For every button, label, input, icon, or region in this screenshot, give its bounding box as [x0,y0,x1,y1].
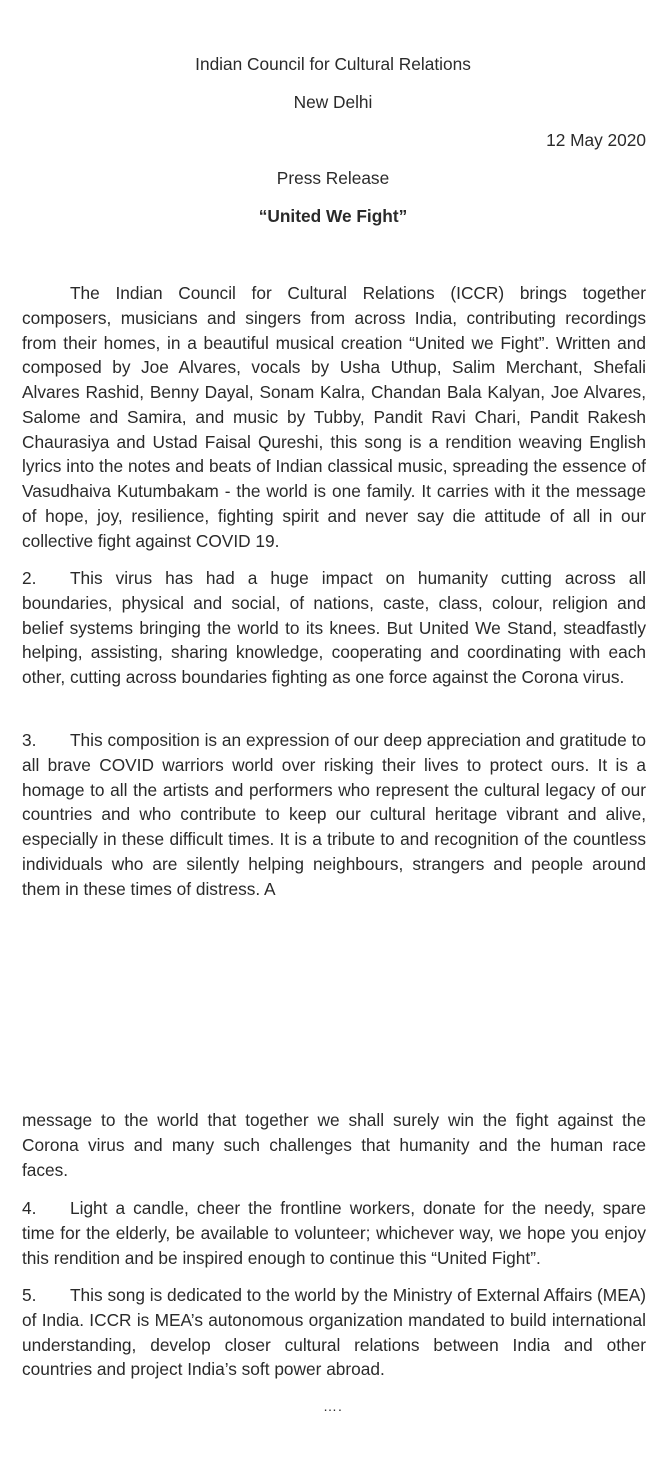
paragraph-4-text: Light a candle, cheer the frontline workers, donate for the needy, spare time for the elderly, be available to volunteer; whichever way, we hope you enjoy this rendition and be inspired enough to continue this “United Fight”. [22,1198,646,1268]
document-type: Press Release [276,168,390,188]
paragraph-2-text: This virus has had a huge impact on humanity cutting across all boundaries, physical and social, of nations, caste, class, colour, religion and belief systems bringing the world to its knees. But United We Stand, steadfastly helping, assisting, sharing knowledge, cooperating and coordinating with each other, cutting across boundaries fighting as one force against the Corona virus. [22,568,646,687]
intro-paragraph: The Indian Council for Cultural Relations (ICCR) brings together composers, musicians and singers from across India, contributing recordings from their homes, in a beautiful musical creation “United we Fight”. Written and composed by Joe Alvares, vocals by Usha Uthup, Salim Merchant, Shefali Alvares Rashid, Benny Dayal, Sonam Kalra, Chandan Bala Kalyan, Joe Alvares, Salome and Samira, and music by Tubby, Pandit Ravi Chari, Pandit Rakesh Chaurasiya and Ustad Faisal Qureshi, this song is a rendition weaving English lyrics into the notes and beats of Indian classical music, spreading the essence of Vasudhaiva Kutumbakam - the world is one family. It carries with it the message of hope, joy, resilience, fighting spirit and never say die attitude of all in our collective fight against COVID 19. [22,283,646,551]
paragraph-3 [22,728,646,901]
release-date: 12 May 2020 [546,130,646,150]
paragraph-5-text: This song is dedicated to the world by the Ministry of External Affairs (MEA) of India. ICCR is MEA’s autonomous organization mandated to build international understanding, develop closer cultural relations between India and other countries and project India’s soft power abroad. [22,1285,646,1380]
paragraph-5-number: 5. [22,1285,37,1305]
paragraph-2 [22,566,646,690]
city-name: New Delhi [293,92,373,112]
end-mark: …. [323,1398,343,1414]
document-title: “United We Fight” [258,206,408,226]
paragraph-3-number: 3. [22,730,37,750]
paragraph-4-number: 4. [22,1198,37,1218]
paragraph-3-text: This composition is an expression of our deep appreciation and gratitude to all brave COVID warriors world over risking their lives to protect ours. It is a homage to all the artists and performers who represent the cultural legacy of our countries and who contribute to keep our cultural heritage vibrant and alive, especially in these difficult times. It is a tribute to and recognition of the countless individuals who are silently helping neighbours, strangers and people around them in these times of distress. A [22,730,646,899]
paragraph-5 [22,1283,646,1382]
paragraph-4 [22,1196,646,1270]
paragraph-2-number: 2. [22,568,37,588]
paragraph-3-continued: message to the world that together we shall surely win the fight against the Corona virus and many such challenges that humanity and the human race faces. [22,1110,646,1180]
organization-name: Indian Council for Cultural Relations [195,54,471,74]
